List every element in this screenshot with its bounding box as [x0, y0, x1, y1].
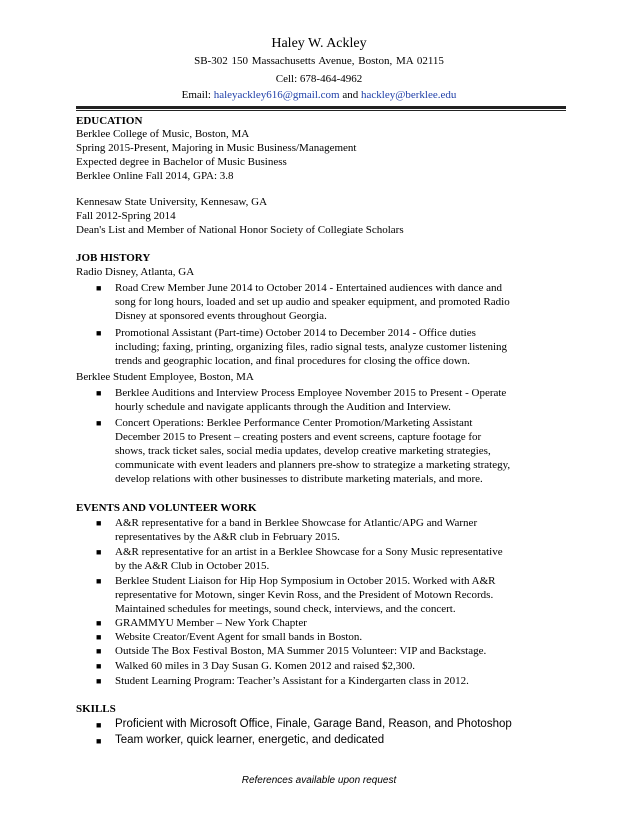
- event-line: Maintained schedules for meetings, sound check, interviews, and the concert.: [115, 603, 456, 615]
- event-line: GRAMMYU Member – New York Chapter: [115, 617, 307, 629]
- event-line: Walked 60 miles in 3 Day Susan G. Komen 2012 and raised $2,300.: [115, 660, 416, 672]
- education-line: Kennesaw State University, Kennesaw, GA: [76, 196, 268, 208]
- jobs-heading: JOB HISTORY: [76, 252, 151, 264]
- bullet-icon: ■: [96, 283, 102, 293]
- event-line: A&R representative for a band in Berklee Showcase for Atlantic/APG and Warner: [115, 517, 478, 529]
- job-line: song for long hours, loaded and set up audio and speaker equipment, and promoted Radio: [115, 296, 510, 308]
- references-note: References available upon request: [241, 775, 397, 786]
- event-line: Berklee Student Liaison for Hip Hop Symposium in October 2015. Worked with A&R: [115, 575, 496, 587]
- header-divider-thin: [76, 110, 566, 111]
- events-heading: EVENTS AND VOLUNTEER WORK: [76, 502, 257, 514]
- event-line: Outside The Box Festival Boston, MA Summer 2015 Volunteer: VIP and Backstage.: [115, 645, 487, 657]
- job-line: communicate with event leaders and planners pre-show to strategize a marketing strategy,: [115, 459, 511, 471]
- job-line: including; faxing, printing, organizing files, radio signal tests, analyze customer listening: [115, 341, 508, 353]
- education-line: Berklee College of Music, Boston, MA: [76, 128, 250, 140]
- job-line: hourly schedule and navigate applicants through the Audition and Interview.: [115, 401, 451, 413]
- bullet-icon: ■: [96, 632, 102, 642]
- job-line: develop relations with other businesses to distribute marketing materials, and more.: [115, 473, 483, 485]
- bullet-icon: ■: [96, 418, 102, 428]
- event-line: representatives by the A&R club in February 2015.: [115, 531, 340, 543]
- event-line: representative for Motown, singer Kevin Ross, and the President of Motown Records.: [115, 589, 494, 601]
- bullet-icon: ■: [96, 576, 102, 586]
- event-line: Student Learning Program: Teacher’s Assistant for a Kindergarten class in 2012.: [115, 675, 469, 687]
- email-secondary-link[interactable]: hackley@berklee.edu: [361, 89, 457, 101]
- job-line: December 2015 to Present – creating posters and event screens, capture footage for: [115, 431, 482, 443]
- job-line: Promotional Assistant (Part-time) October 2014 to December 2014 - Office duties: [115, 327, 476, 339]
- applicant-name: Haley W. Ackley: [271, 36, 367, 51]
- skills-heading: SKILLS: [76, 703, 116, 715]
- education-line: Spring 2015-Present, Majoring in Music Business/Management: [76, 142, 357, 154]
- event-line: Website Creator/Event Agent for small bands in Boston.: [115, 631, 363, 643]
- email-primary-link[interactable]: haleyackley616@gmail.com: [213, 89, 340, 101]
- event-line: A&R representative for an artist in a Berklee Showcase for a Sony Music representative: [115, 546, 503, 558]
- job-line: shows, track ticket sales, social media updates, develop creative marketing strategies,: [115, 445, 491, 457]
- employer-radio-disney: Radio Disney, Atlanta, GA: [76, 266, 195, 278]
- bullet-icon: ■: [96, 661, 102, 671]
- skill-line: Proficient with Microsoft Office, Finale, Garage Band, Reason, and Photoshop: [115, 718, 512, 730]
- job-line: Concert Operations: Berklee Performance Center Promotion/Marketing Assistant: [115, 417, 473, 429]
- job-line: trends and geographic location, and final procedures for closing the office down.: [115, 355, 471, 367]
- education-line: Fall 2012-Spring 2014: [76, 210, 176, 222]
- bullet-icon: ■: [96, 736, 102, 746]
- job-line: Road Crew Member June 2014 to October 2014 - Entertained audiences with dance and: [115, 282, 503, 294]
- job-line: Berklee Auditions and Interview Process Employee November 2015 to Present - Operate: [115, 387, 507, 399]
- bullet-icon: ■: [96, 328, 102, 338]
- employer-berklee: Berklee Student Employee, Boston, MA: [76, 371, 254, 383]
- bullet-icon: ■: [96, 518, 102, 528]
- education-heading: EDUCATION: [76, 115, 143, 127]
- email-and: and: [342, 89, 359, 101]
- bullet-icon: ■: [96, 720, 102, 730]
- bullet-icon: ■: [96, 618, 102, 628]
- email-line: [0, 89, 638, 101]
- bullet-icon: ■: [96, 388, 102, 398]
- job-line: Disney at sponsored events throughout Georgia.: [115, 310, 327, 322]
- email-label: Email:: [181, 89, 211, 101]
- event-line: by the A&R Club in October 2015.: [115, 560, 270, 572]
- header-divider: [76, 106, 566, 109]
- education-line: Expected degree in Bachelor of Music Business: [76, 156, 287, 168]
- skill-line: Team worker, quick learner, energetic, and dedicated: [115, 734, 385, 746]
- bullet-icon: ■: [96, 547, 102, 557]
- bullet-icon: ■: [96, 676, 102, 686]
- bullet-icon: ■: [96, 646, 102, 656]
- education-line: Berklee Online Fall 2014, GPA: 3.8: [76, 170, 234, 182]
- phone: Cell: 678-464-4962: [275, 73, 363, 85]
- education-line: Dean's List and Member of National Honor Society of Collegiate Scholars: [76, 224, 404, 236]
- address: SB-302 150 Massachusetts Avenue, Boston, MA 02115: [194, 55, 444, 67]
